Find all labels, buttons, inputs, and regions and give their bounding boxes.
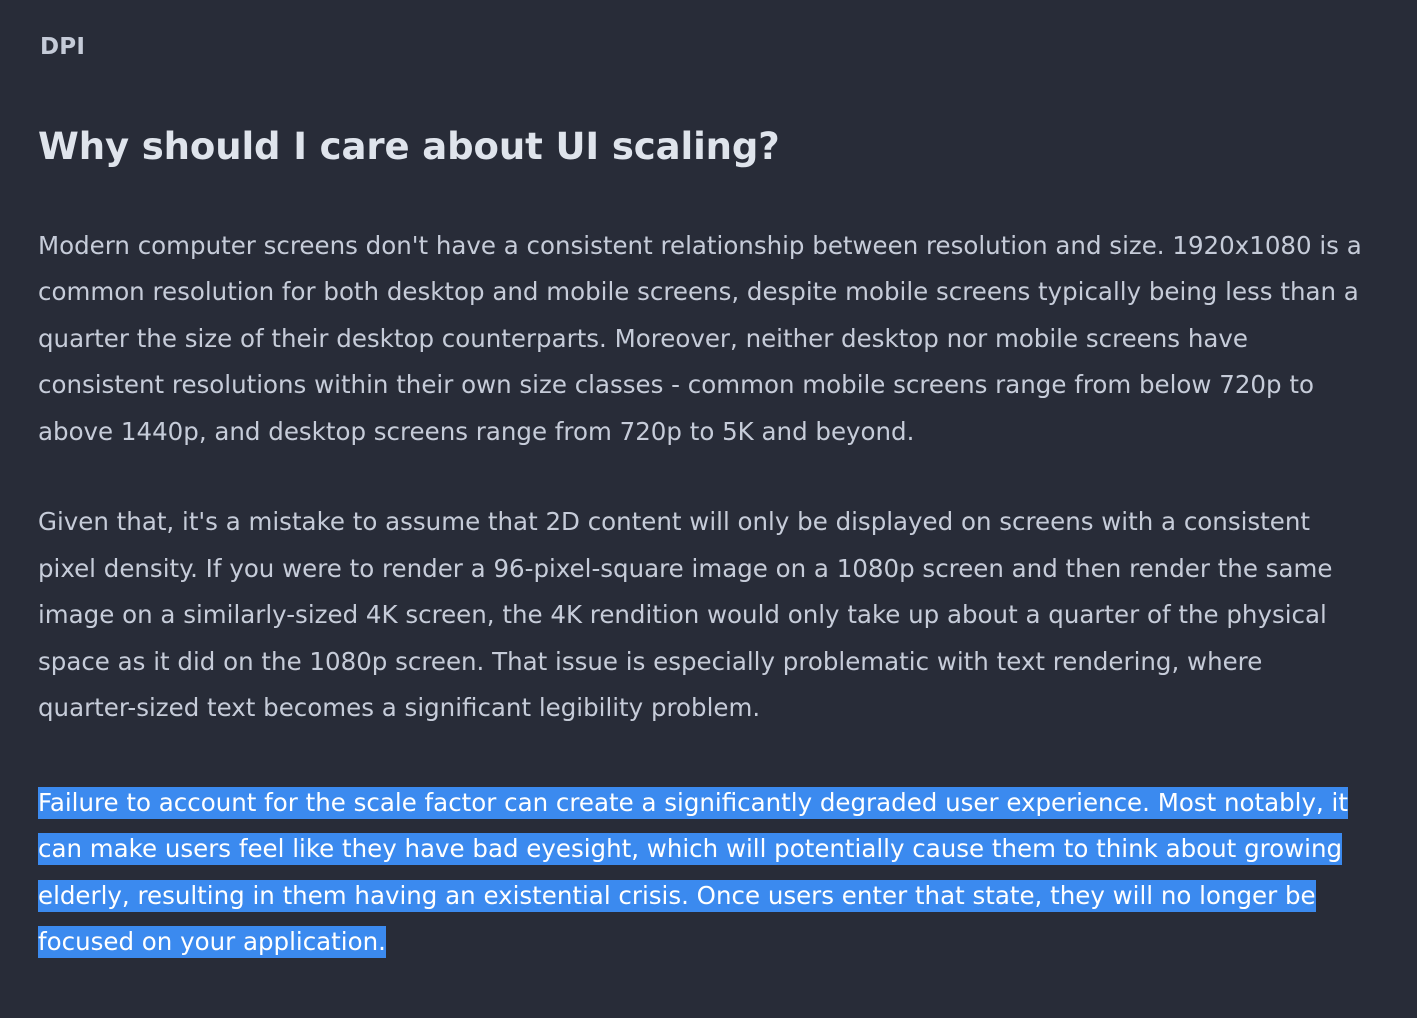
breadcrumb[interactable]: DPI [40,34,86,60]
body-paragraph-2: Given that, it's a mistake to assume that 2D content will only be displayed on screens with a consistent pixel density. If you were to render a 96-pixel-square image on a 1080p screen and then render the same image on a similarly-sized 4K screen, the 4K rendition would only take up about a quarter of the physical space as it did on the 1080p screen. That issue is especially problematic with text rendering, where quarter-sized text becomes a significant legibility problem. [38,507,1333,723]
page-title: Why should I care about UI scaling? [38,124,780,168]
body-paragraph-1: Modern computer screens don't have a consistent relationship between resolution and size. 1920x1080 is a common resolution for both desktop and mobile screens, despite mobile screens typically being less than a quarter the size of their desktop counterparts. Moreover, neither desktop nor mobile screens have consistent resolutions within their own size classes - common mobile screens range from below 720p to above 1440p, and desktop screens range from 720p to 5K and beyond. [38,230,1362,446]
selected-paragraph[interactable] [38,780,1377,966]
selected-text-highlight[interactable]: Failure to account for the scale factor can create a significantly degraded user experience. Most notably, it can make users feel like they have bad eyesight, which will potentially cause them to think about growing elderly, resulting in them having an existential crisis. Once users enter that state, they will no longer be focused on your application. [38,787,1348,957]
